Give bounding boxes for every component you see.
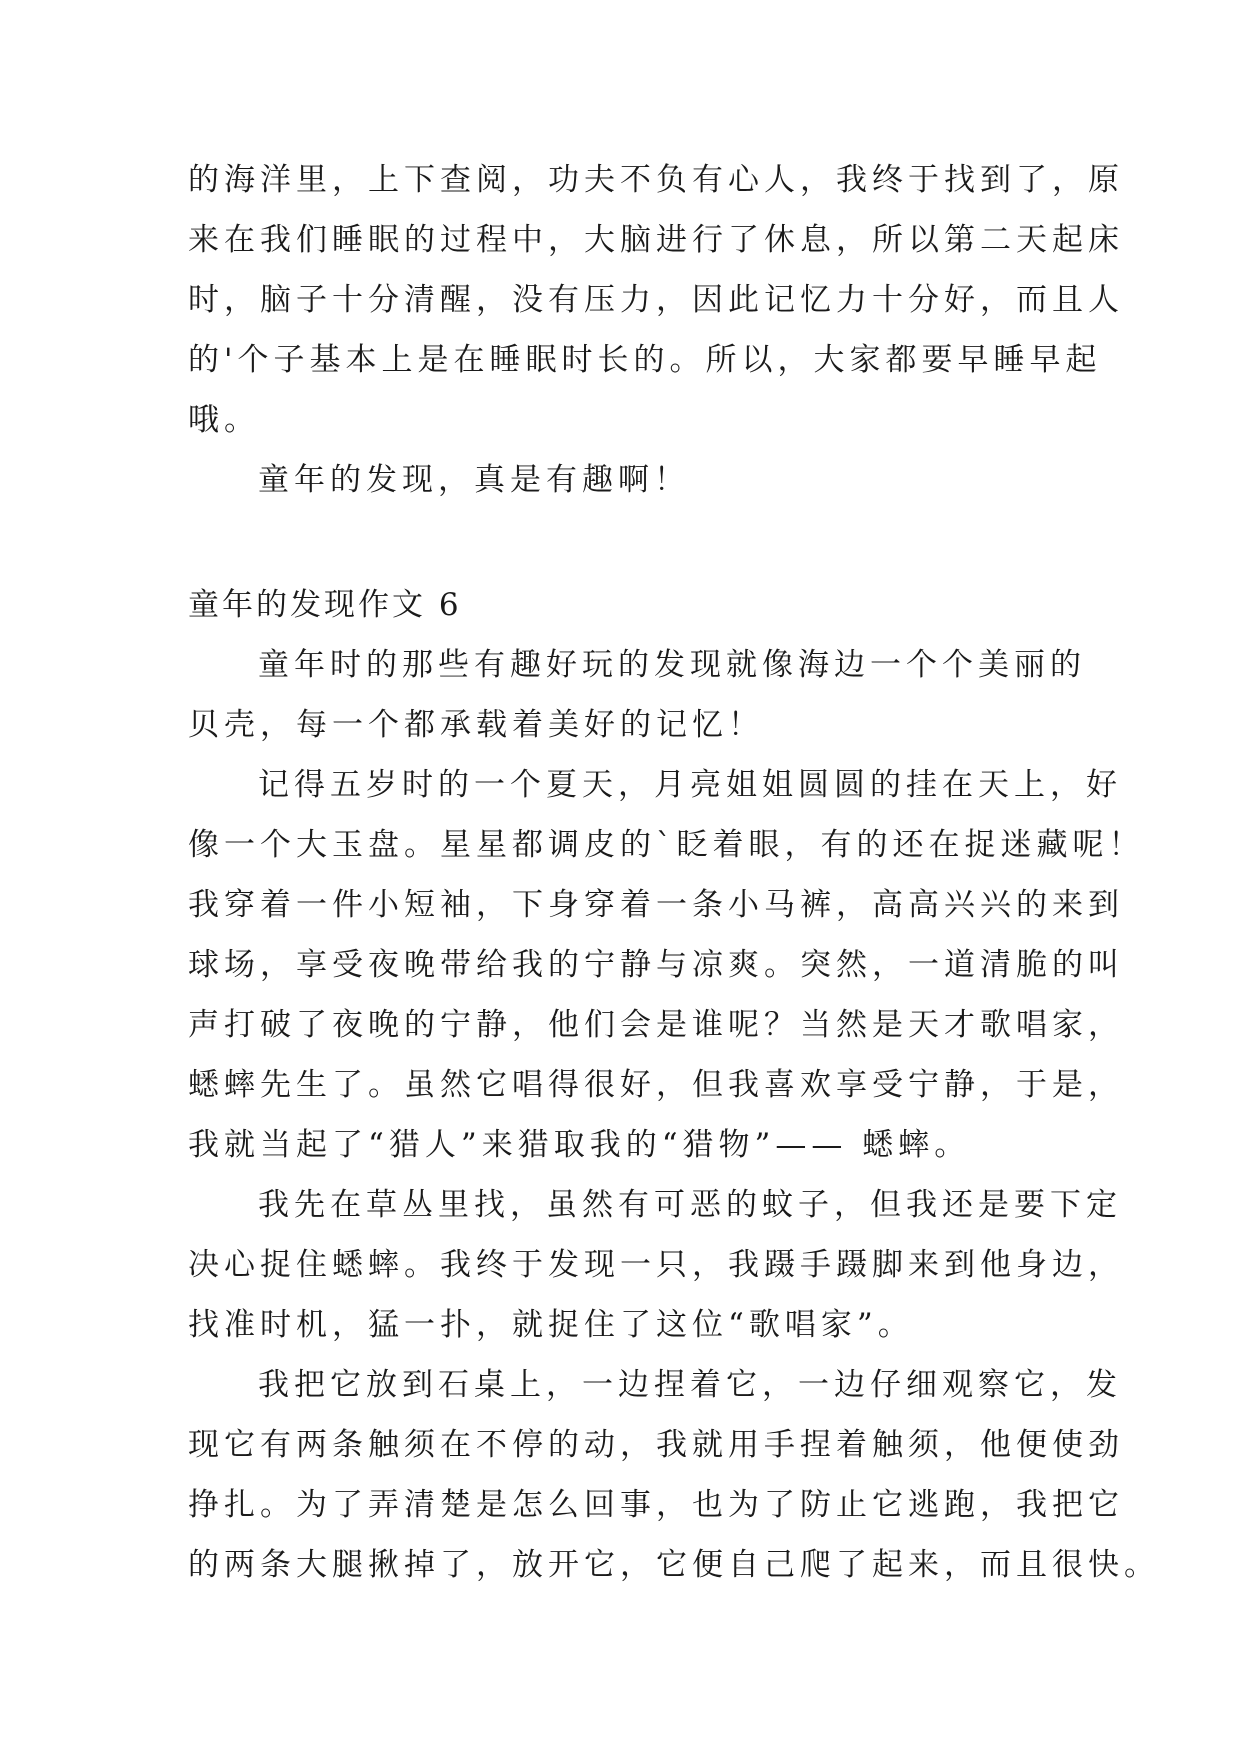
text-line: 蟋蟀先生了。虽然它唱得很好，但我喜欢享受宁静，于是， [188,1067,1124,1103]
document-body [188,150,1160,1595]
text-line: 像一个大玉盘。星星都调皮的`眨着眼，有的还在捉迷藏呢！ [188,827,1145,863]
text-line: 决心捉住蟋蟀。我终于发现一只，我蹑手蹑脚来到他身边， [188,1247,1124,1283]
text-line: 贝壳，每一个都承载着美好的记忆！ [188,707,764,743]
text-line: 球场，享受夜晚带给我的宁静与凉爽。突然，一道清脆的叫 [188,947,1124,983]
paragraph [188,635,1086,755]
text-line: 我先在草丛里找，虽然有可恶的蚊子，但我还是要下定 [258,1187,1122,1223]
text-line: 的两条大腿揪掉了，放开它，它便自己爬了起来，而且很快。 [188,1547,1160,1583]
text-line: 来在我们睡眠的过程中，大脑进行了休息，所以第二天起床 [188,222,1124,258]
previous-paragraph [188,150,1124,450]
section-title: 童年的发现作文 6 [188,587,462,623]
paragraph [188,1175,1124,1355]
text-line: 哦。 [188,402,260,438]
text-line: 挣扎。为了弄清楚是怎么回事，也为了防止它逃跑，我把它 [188,1487,1124,1523]
section-gap [188,510,1068,575]
text-line: 找准时机，猛一扑，就捉住了这位“歌唱家”。 [188,1307,914,1343]
text-line: 童年时的那些有趣好玩的发现就像海边一个个美丽的 [258,647,1086,683]
text-line: 时，脑子十分清醒，没有压力，因此记忆力十分好，而且人 [188,282,1124,318]
paragraph [188,1355,1160,1595]
text-line: 记得五岁时的一个夏天，月亮姐姐圆圆的挂在天上，好 [258,767,1122,803]
text-line: 我穿着一件小短袖，下身穿着一条小马裤，高高兴兴的来到 [188,887,1124,923]
closing-line: 童年的发现，真是有趣啊！ [258,462,690,498]
text-line: 我就当起了“猎人”来猎取我的“猎物”—— 蟋蟀。 [188,1127,971,1163]
text-line: 我把它放到石桌上，一边捏着它，一边仔细观察它，发 [258,1367,1122,1403]
text-line: 现它有两条触须在不停的动，我就用手捏着触须，他便使劲 [188,1427,1124,1463]
text-line: 的海洋里，上下查阅，功夫不负有心人，我终于找到了，原 [188,162,1124,198]
paragraph [188,755,1145,1175]
text-line: 声打破了夜晚的宁静，他们会是谁呢？当然是天才歌唱家， [188,1007,1124,1043]
text-line: 的'个子基本上是在睡眠时长的。所以，大家都要早睡早起 [188,342,1102,378]
